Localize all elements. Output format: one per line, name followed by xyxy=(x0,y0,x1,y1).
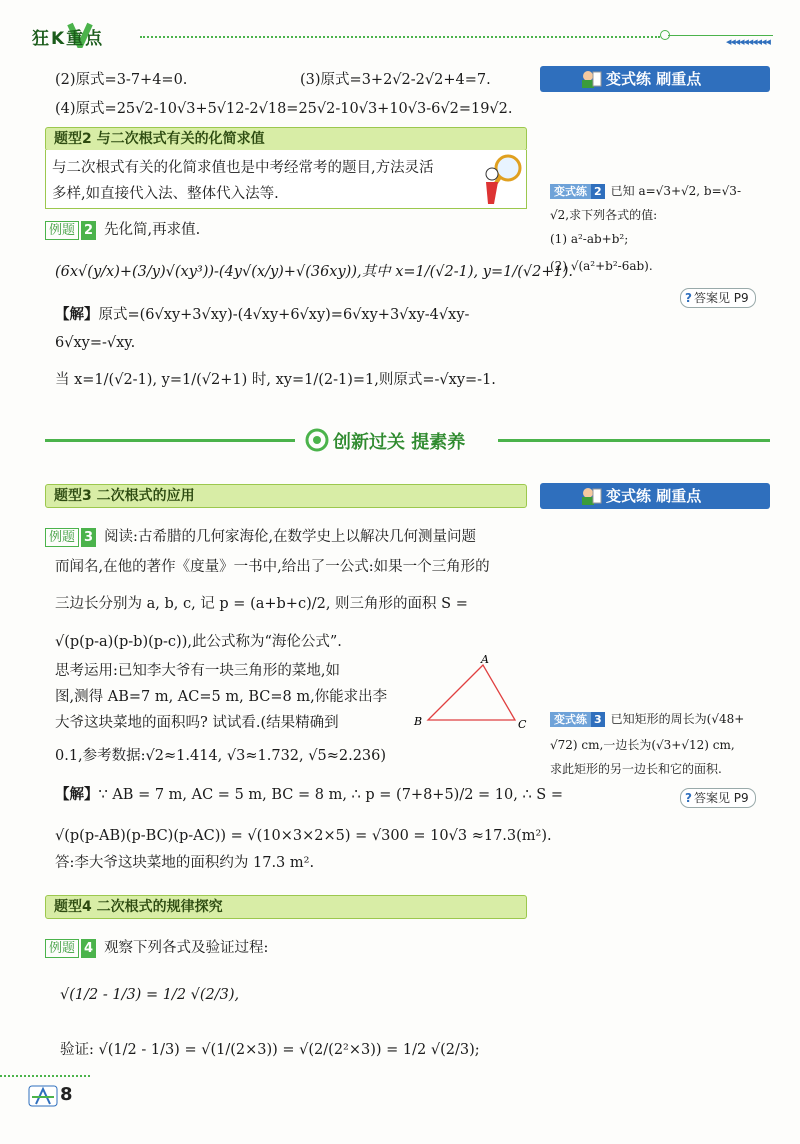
example-2-sol-line2: 6√xy=-√xy. xyxy=(55,335,136,351)
example-3-line1: 例题 3 阅读:古希腊的几何家海伦,在数学史上以解决几何测量问题 xyxy=(45,527,476,547)
triangle-vertex-b: B xyxy=(414,715,423,728)
example-2-tag: 例题 xyxy=(45,221,79,240)
answer-key-icon: ? xyxy=(685,791,692,805)
var-2-tag: 变式练 xyxy=(550,184,591,199)
var-2-line1: 变式练 2 已知 a=√3+√2, b=√3- xyxy=(550,181,741,201)
var-2-num: 2 xyxy=(591,184,605,199)
top-line-4: (4)原式=25√2-10√3+5√12-2√18=25√2-10√3+10√3-6√2=19√2. xyxy=(55,101,513,117)
triangle-shape xyxy=(428,665,515,720)
var-3-answer-button[interactable]: ? 答案见 P9 xyxy=(680,788,756,808)
var-3-line1: 变式练 3 已知矩形的周长为(√48+ xyxy=(550,709,744,729)
type-2-desc-line2: 多样,如直接代入法、整体代入法等. xyxy=(52,186,279,202)
example-3-line8: 0.1,参考数据:√2≈1.414, √3≈1.732, √5≈2.236) xyxy=(55,748,387,764)
var-3-line3: 求此矩形的另一边长和它的面积. xyxy=(550,762,722,776)
example-3-line4: √(p(p-a)(p-b)(p-c)),此公式称为“海伦公式”. xyxy=(55,634,342,650)
example-3-line3: 三边长分别为 a, b, c, 记 p = (a+b+c)/2, 则三角形的面积 S = xyxy=(55,596,468,612)
example-4-verify: 验证: √(1/2 - 1/3) = √(1/(2×3)) = √(2/(2²×3)) = 1/2 √(2/3); xyxy=(60,1042,480,1058)
example-3-num: 3 xyxy=(81,528,96,547)
triangle-vertex-c: C xyxy=(518,718,527,731)
var-2-line2: √2,求下列各式的值: xyxy=(550,208,658,222)
topic-type-2: 题型2 与二次根式有关的化简求值 xyxy=(45,127,527,151)
example-4-tag: 例题 xyxy=(45,939,79,958)
var-3-num: 3 xyxy=(591,712,605,727)
example-2-num: 2 xyxy=(81,221,96,240)
example-3-tag: 例题 xyxy=(45,528,79,547)
sidebar-head-1: 变式练 刷重点 xyxy=(540,66,770,92)
var-3-line2: √72) cm,一边长为(√3+√12) cm, xyxy=(550,738,735,752)
section-banner-title: 创新过关 提素养 xyxy=(333,432,466,453)
header-dotted-line xyxy=(140,36,660,38)
example-3-line6: 图,测得 AB=7 m, AC=5 m, BC=8 m,你能求出李 xyxy=(55,689,388,705)
student-icon xyxy=(578,486,604,506)
top-line-2: (2)原式=3-7+4=0. xyxy=(55,72,188,88)
page-number: 8 xyxy=(60,1084,73,1105)
triangle-vertex-a: A xyxy=(481,655,489,666)
example-3-sol-line1: 【解】∵ AB = 7 m, AC = 5 m, BC = 8 m, ∴ p = (7+8+5)/2 = 10, ∴ S = xyxy=(55,786,564,803)
banner-rule-right xyxy=(498,439,770,442)
var-2-line4: (2) √(a²+b²-6ab). xyxy=(550,259,653,273)
example-3-line5: 思考运用:已知李大爷有一块三角形的菜地,如 xyxy=(55,663,340,679)
example-4-header: 例题 4 观察下列各式及验证过程: xyxy=(45,938,268,958)
compass-icon xyxy=(28,1084,58,1108)
sidebar-head-2: 变式练 刷重点 xyxy=(540,483,770,509)
example-4-num: 4 xyxy=(81,939,96,958)
magnifier-mascot-icon xyxy=(478,152,526,208)
var-3-tag: 变式练 xyxy=(550,712,591,727)
header-arrows: ◀◀◀◀◀◀◀◀◀◀ xyxy=(726,38,770,46)
example-4-eq1: √(1/2 - 1/3) = 1/2 √(2/3), xyxy=(60,987,240,1003)
footer-dotted-line xyxy=(0,1075,90,1077)
banner-swirl-icon xyxy=(305,428,329,452)
example-2-sol-line3: 当 x=1/(√2-1), y=1/(√2+1) 时, xy=1/(2-1)=1,则原式=-√xy=-1. xyxy=(55,372,496,388)
example-3-line2: 而闻名,在他的著作《度量》一书中,给出了一公式:如果一个三角形的 xyxy=(55,559,490,575)
logo-text: 狂K重点 xyxy=(32,29,105,49)
topic-type-3: 题型3 二次根式的应用 xyxy=(45,484,527,508)
var-2-line3: (1) a²-ab+b²; xyxy=(550,232,629,246)
topic-type-4: 题型4 二次根式的规律探究 xyxy=(45,895,527,919)
example-2-sol-line1: 【解】原式=(6√xy+3√xy)-(4√xy+6√xy)=6√xy+3√xy-4√xy- xyxy=(55,306,470,323)
example-3-sol-line3: 答:李大爷这块菜地的面积约为 17.3 m². xyxy=(55,855,315,871)
type-2-desc-line1: 与二次根式有关的化简求值也是中考经常考的题目,方法灵活 xyxy=(52,160,434,176)
header-logo xyxy=(32,22,137,48)
top-line-3: (3)原式=3+2√2-2√2+4=7. xyxy=(300,72,491,88)
answer-key-icon: ? xyxy=(685,291,692,305)
triangle-figure xyxy=(410,655,530,735)
example-2-header: 例题 2 先化简,再求值. xyxy=(45,220,200,240)
example-2-expression: (6x√(y/x)+(3/y)√(xy³))-(4y√(x/y)+√(36xy)),其中 x=1/(√2-1), y=1/(√2+1). xyxy=(55,264,573,280)
banner-rule-left xyxy=(45,439,295,442)
var-2-answer-button[interactable]: ? 答案见 P9 xyxy=(680,288,756,308)
example-3-line7: 大爷这块菜地的面积吗? 试试看.(结果精确到 xyxy=(55,715,339,731)
header-line xyxy=(668,35,773,36)
example-3-sol-line2: √(p(p-AB)(p-BC)(p-AC)) = √(10×3×2×5) = √300 = 10√3 ≈17.3(m²). xyxy=(55,828,552,844)
student-icon xyxy=(578,69,604,89)
